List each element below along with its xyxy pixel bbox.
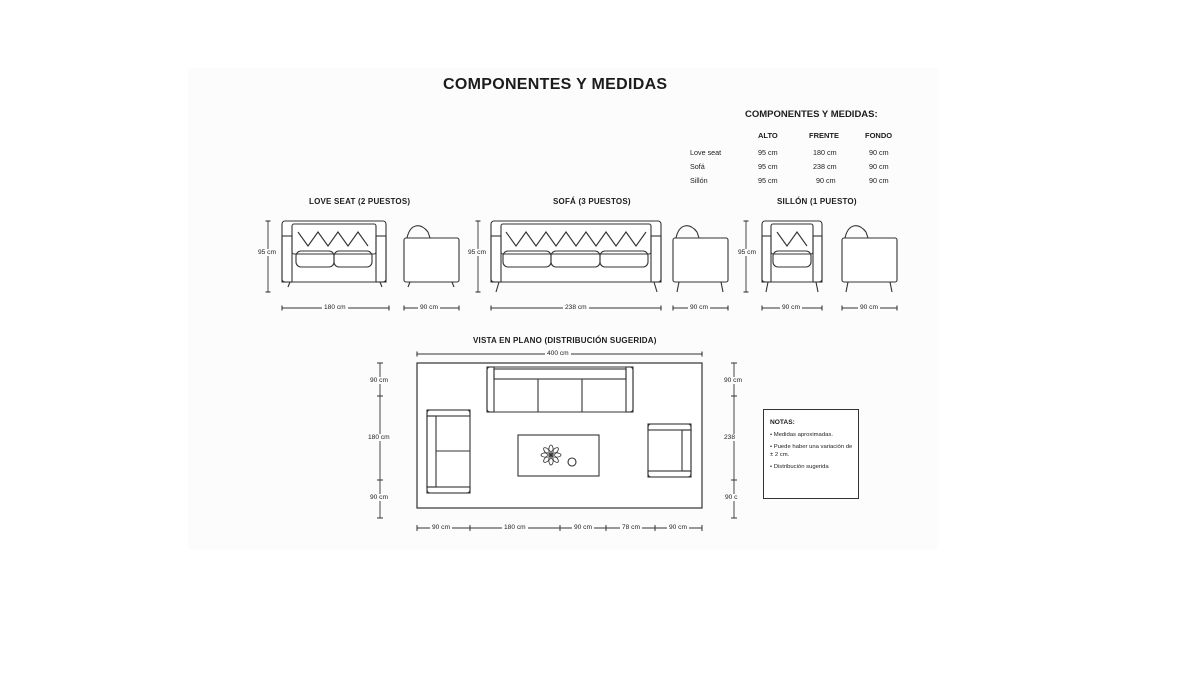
note-item: • Puede haber una variación de ± 2 cm.: [770, 444, 853, 458]
section-plan: VISTA EN PLANO (DISTRIBUCIÓN SUGERIDA): [473, 336, 657, 345]
row-name: Love seat: [690, 148, 722, 157]
section-love-seat: LOVE SEAT (2 PUESTOS): [309, 197, 411, 206]
row-name: Sofá: [690, 162, 705, 171]
plan-right-bottom-label: 90 c: [725, 494, 738, 501]
note-item: • Distribución sugerida: [770, 464, 829, 470]
plan-left-bottom-label: 90 cm: [370, 494, 388, 501]
row-alto: 95 cm: [758, 176, 778, 185]
sillon-front-label: 90 cm: [782, 304, 800, 311]
sofa-front-label: 238 cm: [565, 304, 587, 311]
row-frente: 90 cm: [816, 176, 836, 185]
sofa-height-label: 95 cm: [468, 249, 486, 256]
plan-width-label: 400 cm: [547, 350, 569, 357]
header-fondo: FONDO: [865, 131, 893, 140]
sillon-height-label: 95 cm: [738, 249, 756, 256]
plan-right-mid-label: 238: [724, 434, 736, 441]
plan-bottom-label: 90 cm: [574, 524, 592, 531]
plan-sofa: [487, 367, 633, 412]
plan-left-top-label: 90 cm: [370, 377, 388, 384]
row-name: Sillón: [690, 176, 708, 185]
section-sofa: SOFÁ (3 PUESTOS): [553, 197, 631, 206]
sofa-depth-label: 90 cm: [690, 304, 708, 311]
plan-bottom-label: 90 cm: [669, 524, 687, 531]
sillon-front-view: [762, 221, 822, 292]
row-fondo: 90 cm: [869, 176, 889, 185]
sillon-depth-label: 90 cm: [860, 304, 878, 311]
notes-title: NOTAS:: [770, 419, 795, 426]
row-frente: 238 cm: [813, 162, 837, 171]
sofa-side-view: [673, 226, 728, 292]
table-title: COMPONENTES Y MEDIDAS:: [745, 109, 878, 120]
plan-love-seat: [427, 410, 470, 493]
sillon-side-view: [842, 226, 897, 292]
love-seat-front-view: [282, 221, 386, 287]
row-fondo: 90 cm: [869, 162, 889, 171]
plan-sillon: [648, 424, 691, 477]
row-fondo: 90 cm: [869, 148, 889, 157]
row-frente: 180 cm: [813, 148, 837, 157]
note-item: • Medidas aproximadas.: [770, 432, 833, 438]
plan-right-top-label: 90 cm: [724, 377, 742, 384]
section-sillon: SILLÓN (1 PUESTO): [777, 197, 857, 206]
plan-bottom-label: 90 cm: [432, 524, 450, 531]
row-alto: 95 cm: [758, 148, 778, 157]
plan-left-mid-label: 180 cm: [368, 434, 390, 441]
plan-bottom-label: 180 cm: [504, 524, 526, 531]
row-alto: 95 cm: [758, 162, 778, 171]
header-alto: ALTO: [758, 131, 778, 140]
love-height-label: 95 cm: [258, 249, 276, 256]
love-depth-label: 90 cm: [420, 304, 438, 311]
love-seat-side-view: [404, 226, 459, 287]
page-title: COMPONENTES Y MEDIDAS: [443, 76, 668, 93]
notes-box: [763, 409, 859, 499]
header-frente: FRENTE: [809, 131, 839, 140]
plan-coffee-table: [518, 435, 599, 476]
plan-bottom-label: 78 cm: [622, 524, 640, 531]
sofa-front-view: [491, 221, 661, 292]
love-front-label: 180 cm: [324, 304, 346, 311]
